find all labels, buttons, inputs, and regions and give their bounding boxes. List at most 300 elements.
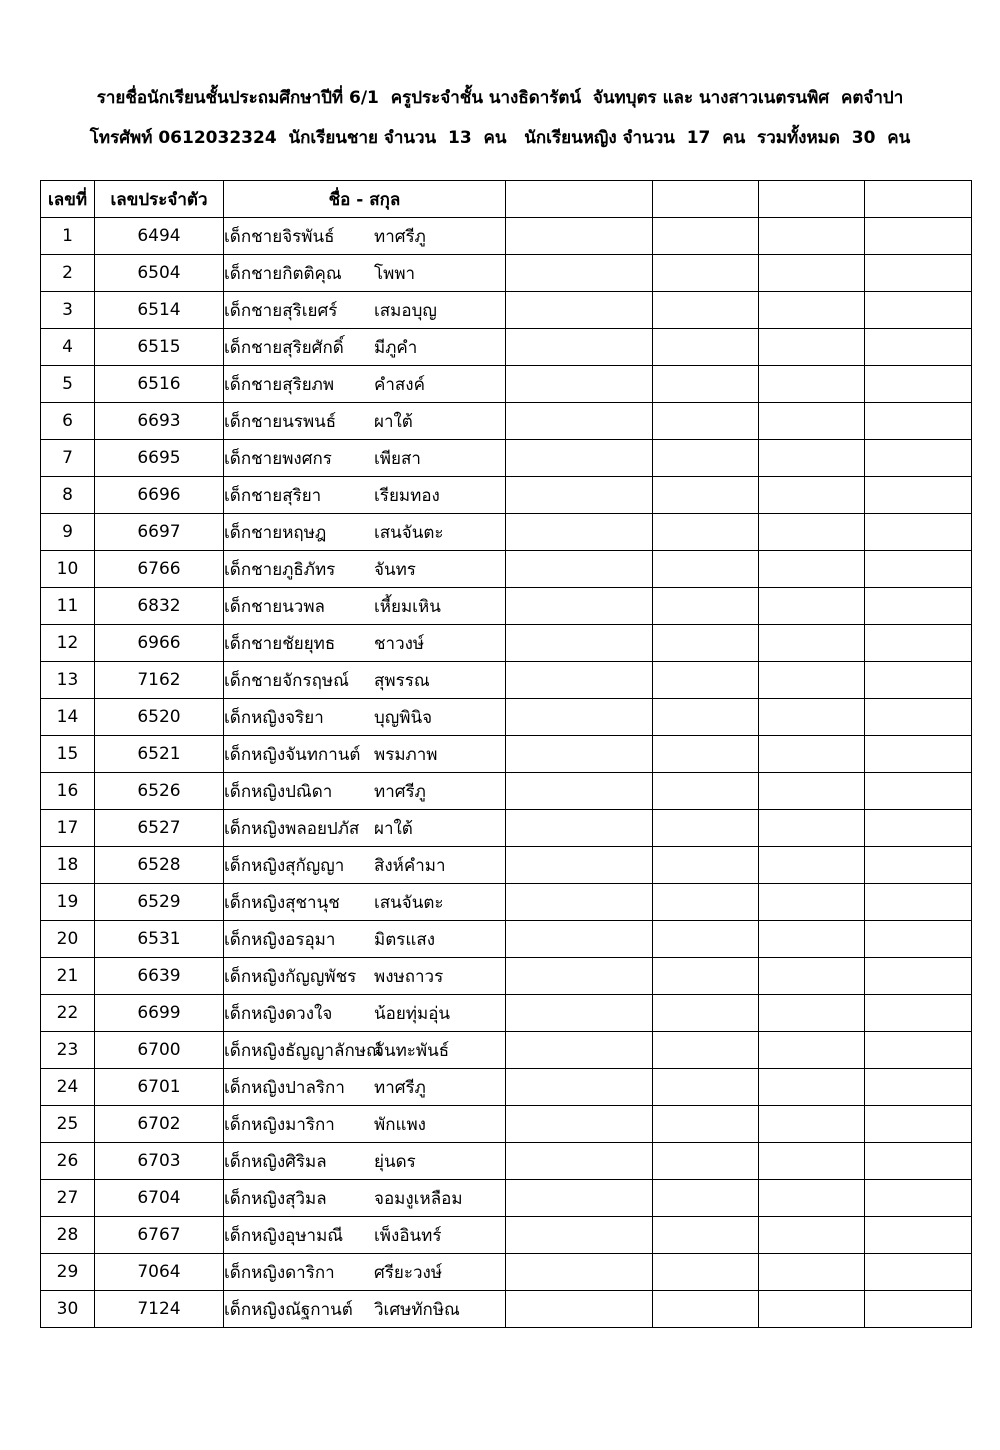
table-row [41, 440, 972, 477]
table-row [41, 218, 972, 255]
student-name [224, 1180, 506, 1217]
blank-cell-4 [865, 1291, 972, 1328]
last-name: พงษถาวร [374, 966, 444, 987]
row-number: 29 [41, 1254, 95, 1291]
last-name: พรมภาพ [374, 744, 438, 765]
row-number: 27 [41, 1180, 95, 1217]
blank-cell-3 [759, 255, 865, 292]
first-name: เด็กชายจักรฤษณ์ [224, 670, 349, 691]
first-name: เด็กชายชัยยุทธ [224, 633, 336, 654]
student-roster-table [40, 180, 972, 1328]
first-name: เด็กหญิงสุชานุช [224, 892, 340, 913]
blank-cell-4 [865, 255, 972, 292]
blank-cell-1 [506, 1291, 653, 1328]
blank-cell-2 [653, 255, 759, 292]
blank-cell-3 [759, 699, 865, 736]
last-name: วิเศษทักษิณ [374, 1299, 460, 1320]
blank-cell-2 [653, 921, 759, 958]
blank-cell-2 [653, 514, 759, 551]
student-name [224, 477, 506, 514]
blank-cell-1 [506, 958, 653, 995]
student-name [224, 255, 506, 292]
blank-cell-2 [653, 551, 759, 588]
table-row [41, 477, 972, 514]
student-id: 6514 [95, 292, 224, 329]
last-name: คำสงค์ [374, 374, 425, 395]
table-row [41, 995, 972, 1032]
last-name: โพพา [374, 263, 416, 284]
table-row [41, 625, 972, 662]
blank-cell-3 [759, 403, 865, 440]
last-name: เสนจันตะ [374, 892, 444, 913]
student-name [224, 514, 506, 551]
blank-cell-3 [759, 625, 865, 662]
blank-cell-2 [653, 1291, 759, 1328]
blank-cell-2 [653, 958, 759, 995]
first-name: เด็กชายกิตติคุณ [224, 263, 342, 284]
blank-cell-4 [865, 514, 972, 551]
blank-cell-4 [865, 1106, 972, 1143]
blank-cell-1 [506, 218, 653, 255]
student-name [224, 921, 506, 958]
last-name: เสมอบุญ [374, 300, 437, 321]
blank-cell-4 [865, 662, 972, 699]
table-row [41, 736, 972, 773]
last-name: พักแพง [374, 1114, 426, 1135]
last-name: ทาศรีภู [374, 1077, 426, 1098]
blank-cell-1 [506, 588, 653, 625]
first-name: เด็กหญิงกัญญพัชร [224, 966, 357, 987]
table-row [41, 773, 972, 810]
student-id: 6697 [95, 514, 224, 551]
first-name: เด็กหญิงศิริมล [224, 1151, 327, 1172]
row-number: 6 [41, 403, 95, 440]
blank-cell-1 [506, 773, 653, 810]
title-line-class-teachers: รายชื่อนักเรียนชั้นประถมศึกษาปีที่ 6/1 ครูประจำชั้น นางธิดารัตน์ จันทบุตร และ นางสาวเนตรนพิศ คตจำปา [96, 88, 904, 108]
blank-cell-1 [506, 1069, 653, 1106]
row-number: 13 [41, 662, 95, 699]
student-name [224, 736, 506, 773]
title-line-phone-counts: โทรศัพท์ 0612032324 นักเรียนชาย จำนวน 13 คน นักเรียนหญิง จำนวน 17 คน รวมทั้งหมด 30 คน [89, 128, 911, 148]
table-row [41, 1143, 972, 1180]
first-name: เด็กชายจิรพันธ์ [224, 226, 335, 247]
last-name: จอมงูเหลือม [374, 1188, 463, 1209]
student-name [224, 625, 506, 662]
blank-cell-3 [759, 1143, 865, 1180]
table-body [41, 218, 972, 1328]
table-row [41, 921, 972, 958]
last-name: สุพรรณ [374, 670, 430, 691]
student-name [224, 1217, 506, 1254]
student-name [224, 440, 506, 477]
last-name: จันทร [374, 559, 416, 580]
blank-cell-3 [759, 477, 865, 514]
student-id: 6529 [95, 884, 224, 921]
blank-cell-2 [653, 736, 759, 773]
blank-cell-4 [865, 366, 972, 403]
row-number: 17 [41, 810, 95, 847]
student-id: 6704 [95, 1180, 224, 1217]
blank-cell-1 [506, 1180, 653, 1217]
table-row [41, 292, 972, 329]
blank-cell-1 [506, 1143, 653, 1180]
first-name: เด็กชายภูธิภัทร [224, 559, 336, 580]
last-name: ผาใต้ [374, 818, 413, 839]
blank-cell-1 [506, 625, 653, 662]
blank-cell-4 [865, 1217, 972, 1254]
table-row [41, 1032, 972, 1069]
header-blank-2 [653, 181, 759, 218]
row-number: 25 [41, 1106, 95, 1143]
row-number: 19 [41, 884, 95, 921]
table-row [41, 1106, 972, 1143]
student-id: 6639 [95, 958, 224, 995]
student-id: 6504 [95, 255, 224, 292]
student-id: 6767 [95, 1217, 224, 1254]
first-name: เด็กหญิงอรอุมา [224, 929, 336, 950]
blank-cell-4 [865, 921, 972, 958]
table-row [41, 1069, 972, 1106]
blank-cell-2 [653, 1143, 759, 1180]
blank-cell-4 [865, 477, 972, 514]
last-name: น้อยทุ่มอุ่น [374, 1003, 451, 1024]
blank-cell-3 [759, 736, 865, 773]
student-name [224, 1254, 506, 1291]
last-name: เสนจันตะ [374, 522, 444, 543]
student-name [224, 773, 506, 810]
student-name [224, 551, 506, 588]
student-id: 6966 [95, 625, 224, 662]
blank-cell-4 [865, 958, 972, 995]
row-number: 23 [41, 1032, 95, 1069]
blank-cell-1 [506, 736, 653, 773]
blank-cell-3 [759, 551, 865, 588]
row-number: 4 [41, 329, 95, 366]
blank-cell-3 [759, 773, 865, 810]
row-number: 22 [41, 995, 95, 1032]
student-id: 6699 [95, 995, 224, 1032]
student-id: 6696 [95, 477, 224, 514]
blank-cell-3 [759, 1217, 865, 1254]
blank-cell-2 [653, 699, 759, 736]
student-id: 6526 [95, 773, 224, 810]
blank-cell-2 [653, 847, 759, 884]
blank-cell-2 [653, 1254, 759, 1291]
student-id: 6702 [95, 1106, 224, 1143]
blank-cell-1 [506, 329, 653, 366]
blank-cell-2 [653, 292, 759, 329]
blank-cell-1 [506, 995, 653, 1032]
blank-cell-4 [865, 1180, 972, 1217]
table-row [41, 514, 972, 551]
student-id: 7064 [95, 1254, 224, 1291]
student-name [224, 662, 506, 699]
first-name: เด็กชายสุริเยศร์ [224, 300, 338, 321]
blank-cell-3 [759, 292, 865, 329]
student-name [224, 329, 506, 366]
row-number: 8 [41, 477, 95, 514]
row-number: 30 [41, 1291, 95, 1328]
blank-cell-3 [759, 921, 865, 958]
table-row [41, 958, 972, 995]
student-name [224, 403, 506, 440]
blank-cell-1 [506, 292, 653, 329]
header-blank-1 [506, 181, 653, 218]
blank-cell-3 [759, 440, 865, 477]
blank-cell-1 [506, 477, 653, 514]
blank-cell-2 [653, 884, 759, 921]
first-name: เด็กชายนรพนธ์ [224, 411, 337, 432]
row-number: 10 [41, 551, 95, 588]
blank-cell-1 [506, 514, 653, 551]
last-name: เพ็งอินทร์ [374, 1225, 442, 1246]
blank-cell-3 [759, 995, 865, 1032]
blank-cell-4 [865, 1069, 972, 1106]
row-number: 11 [41, 588, 95, 625]
student-id: 6521 [95, 736, 224, 773]
table-row [41, 329, 972, 366]
blank-cell-1 [506, 1217, 653, 1254]
blank-cell-4 [865, 218, 972, 255]
student-id: 6494 [95, 218, 224, 255]
last-name: สิงห์คำมา [374, 855, 446, 876]
blank-cell-4 [865, 1032, 972, 1069]
blank-cell-2 [653, 440, 759, 477]
table-row [41, 884, 972, 921]
student-name [224, 1032, 506, 1069]
row-number: 26 [41, 1143, 95, 1180]
student-name [224, 366, 506, 403]
blank-cell-1 [506, 699, 653, 736]
header-blank-4 [865, 181, 972, 218]
blank-cell-2 [653, 625, 759, 662]
blank-cell-4 [865, 588, 972, 625]
blank-cell-2 [653, 1180, 759, 1217]
table-row [41, 255, 972, 292]
blank-cell-2 [653, 218, 759, 255]
student-name [224, 1291, 506, 1328]
blank-cell-3 [759, 847, 865, 884]
first-name: เด็กหญิงมาริกา [224, 1114, 335, 1135]
blank-cell-3 [759, 884, 865, 921]
row-number: 2 [41, 255, 95, 292]
blank-cell-2 [653, 366, 759, 403]
first-name: เด็กหญิงธัญญาลักษณ์ [224, 1040, 382, 1061]
blank-cell-4 [865, 884, 972, 921]
student-name [224, 218, 506, 255]
blank-cell-2 [653, 1217, 759, 1254]
row-number: 12 [41, 625, 95, 662]
blank-cell-1 [506, 884, 653, 921]
table-row [41, 699, 972, 736]
table-row [41, 1291, 972, 1328]
first-name: เด็กหญิงอุษามณี [224, 1225, 344, 1246]
blank-cell-1 [506, 255, 653, 292]
row-number: 28 [41, 1217, 95, 1254]
blank-cell-4 [865, 810, 972, 847]
first-name: เด็กหญิงสุวิมล [224, 1188, 327, 1209]
student-name [224, 810, 506, 847]
last-name: จันทะพันธ์ [374, 1040, 450, 1061]
table-row [41, 662, 972, 699]
first-name: เด็กหญิงพลอยปภัส [224, 818, 360, 839]
table-row [41, 1217, 972, 1254]
row-number: 18 [41, 847, 95, 884]
first-name: เด็กชายสุริยศักดิ์ [224, 337, 344, 358]
last-name: ยุ่นดร [374, 1151, 416, 1172]
blank-cell-4 [865, 625, 972, 662]
blank-cell-1 [506, 440, 653, 477]
student-id: 6520 [95, 699, 224, 736]
first-name: เด็กหญิงดาริกา [224, 1262, 335, 1283]
table-row [41, 403, 972, 440]
first-name: เด็กหญิงสุกัญญา [224, 855, 345, 876]
table-row [41, 847, 972, 884]
last-name: ผาใต้ [374, 411, 413, 432]
table-row [41, 366, 972, 403]
student-name [224, 847, 506, 884]
blank-cell-1 [506, 662, 653, 699]
blank-cell-3 [759, 1032, 865, 1069]
last-name: เพียสา [374, 448, 421, 469]
blank-cell-4 [865, 403, 972, 440]
blank-cell-2 [653, 329, 759, 366]
last-name: เรียมทอง [374, 485, 440, 506]
blank-cell-1 [506, 847, 653, 884]
first-name: เด็กหญิงดวงใจ [224, 1003, 333, 1024]
student-name [224, 699, 506, 736]
row-number: 20 [41, 921, 95, 958]
blank-cell-1 [506, 1032, 653, 1069]
blank-cell-1 [506, 1106, 653, 1143]
student-name [224, 1106, 506, 1143]
blank-cell-4 [865, 551, 972, 588]
blank-cell-3 [759, 1180, 865, 1217]
table-row [41, 810, 972, 847]
blank-cell-2 [653, 403, 759, 440]
table-row [41, 588, 972, 625]
blank-cell-1 [506, 1254, 653, 1291]
blank-cell-2 [653, 662, 759, 699]
blank-cell-2 [653, 588, 759, 625]
header-blank-3 [759, 181, 865, 218]
last-name: เหี้ยมเหิน [374, 596, 441, 617]
blank-cell-3 [759, 366, 865, 403]
student-id: 6516 [95, 366, 224, 403]
student-id: 6701 [95, 1069, 224, 1106]
student-id: 6528 [95, 847, 224, 884]
table-row [41, 551, 972, 588]
header-number: เลขที่ [41, 181, 95, 218]
blank-cell-3 [759, 329, 865, 366]
blank-cell-4 [865, 699, 972, 736]
blank-cell-1 [506, 403, 653, 440]
first-name: เด็กหญิงปาลริกา [224, 1077, 345, 1098]
student-id: 6766 [95, 551, 224, 588]
first-name: เด็กหญิงณัฐกานต์ [224, 1299, 353, 1320]
last-name: ศรียะวงษ์ [374, 1262, 443, 1283]
blank-cell-1 [506, 551, 653, 588]
student-id: 6527 [95, 810, 224, 847]
table-row [41, 1180, 972, 1217]
student-name [224, 292, 506, 329]
first-name: เด็กชายสุริยา [224, 485, 322, 506]
blank-cell-3 [759, 810, 865, 847]
student-id: 6695 [95, 440, 224, 477]
first-name: เด็กชายสุริยภพ [224, 374, 335, 395]
last-name: ทาศรีภู [374, 226, 426, 247]
blank-cell-2 [653, 1106, 759, 1143]
blank-cell-1 [506, 810, 653, 847]
blank-cell-2 [653, 995, 759, 1032]
last-name: ทาศรีภู [374, 781, 426, 802]
blank-cell-3 [759, 1291, 865, 1328]
blank-cell-2 [653, 773, 759, 810]
first-name: เด็กชายหฤษฎ [224, 522, 327, 543]
student-name [224, 1069, 506, 1106]
row-number: 5 [41, 366, 95, 403]
student-id: 6531 [95, 921, 224, 958]
blank-cell-3 [759, 1254, 865, 1291]
student-id: 7162 [95, 662, 224, 699]
last-name: บุญพินิจ [374, 707, 433, 728]
row-number: 24 [41, 1069, 95, 1106]
blank-cell-3 [759, 514, 865, 551]
student-id: 6703 [95, 1143, 224, 1180]
last-name: มิตรแสง [374, 929, 436, 950]
blank-cell-4 [865, 736, 972, 773]
student-id: 6693 [95, 403, 224, 440]
last-name: ชาวงษ์ [374, 633, 425, 654]
student-id: 6700 [95, 1032, 224, 1069]
student-name [224, 995, 506, 1032]
blank-cell-3 [759, 662, 865, 699]
blank-cell-3 [759, 1106, 865, 1143]
row-number: 14 [41, 699, 95, 736]
table-header-row [41, 181, 972, 218]
student-id: 7124 [95, 1291, 224, 1328]
blank-cell-4 [865, 1143, 972, 1180]
first-name: เด็กหญิงจันทกานต์ [224, 744, 361, 765]
blank-cell-3 [759, 218, 865, 255]
last-name: มีภูคำ [374, 337, 418, 358]
first-name: เด็กหญิงจริยา [224, 707, 324, 728]
blank-cell-1 [506, 366, 653, 403]
row-number: 15 [41, 736, 95, 773]
blank-cell-3 [759, 588, 865, 625]
student-name [224, 958, 506, 995]
blank-cell-1 [506, 921, 653, 958]
blank-cell-3 [759, 958, 865, 995]
first-name: เด็กชายนวพล [224, 596, 325, 617]
blank-cell-4 [865, 995, 972, 1032]
header-full-name: ชื่อ - สกุล [224, 181, 506, 218]
row-number: 1 [41, 218, 95, 255]
row-number: 3 [41, 292, 95, 329]
row-number: 9 [41, 514, 95, 551]
blank-cell-2 [653, 1032, 759, 1069]
blank-cell-2 [653, 477, 759, 514]
blank-cell-4 [865, 773, 972, 810]
student-name [224, 884, 506, 921]
student-id: 6832 [95, 588, 224, 625]
student-name [224, 588, 506, 625]
first-name: เด็กหญิงปณิดา [224, 781, 333, 802]
blank-cell-3 [759, 1069, 865, 1106]
blank-cell-4 [865, 329, 972, 366]
blank-cell-4 [865, 1254, 972, 1291]
table-row [41, 1254, 972, 1291]
